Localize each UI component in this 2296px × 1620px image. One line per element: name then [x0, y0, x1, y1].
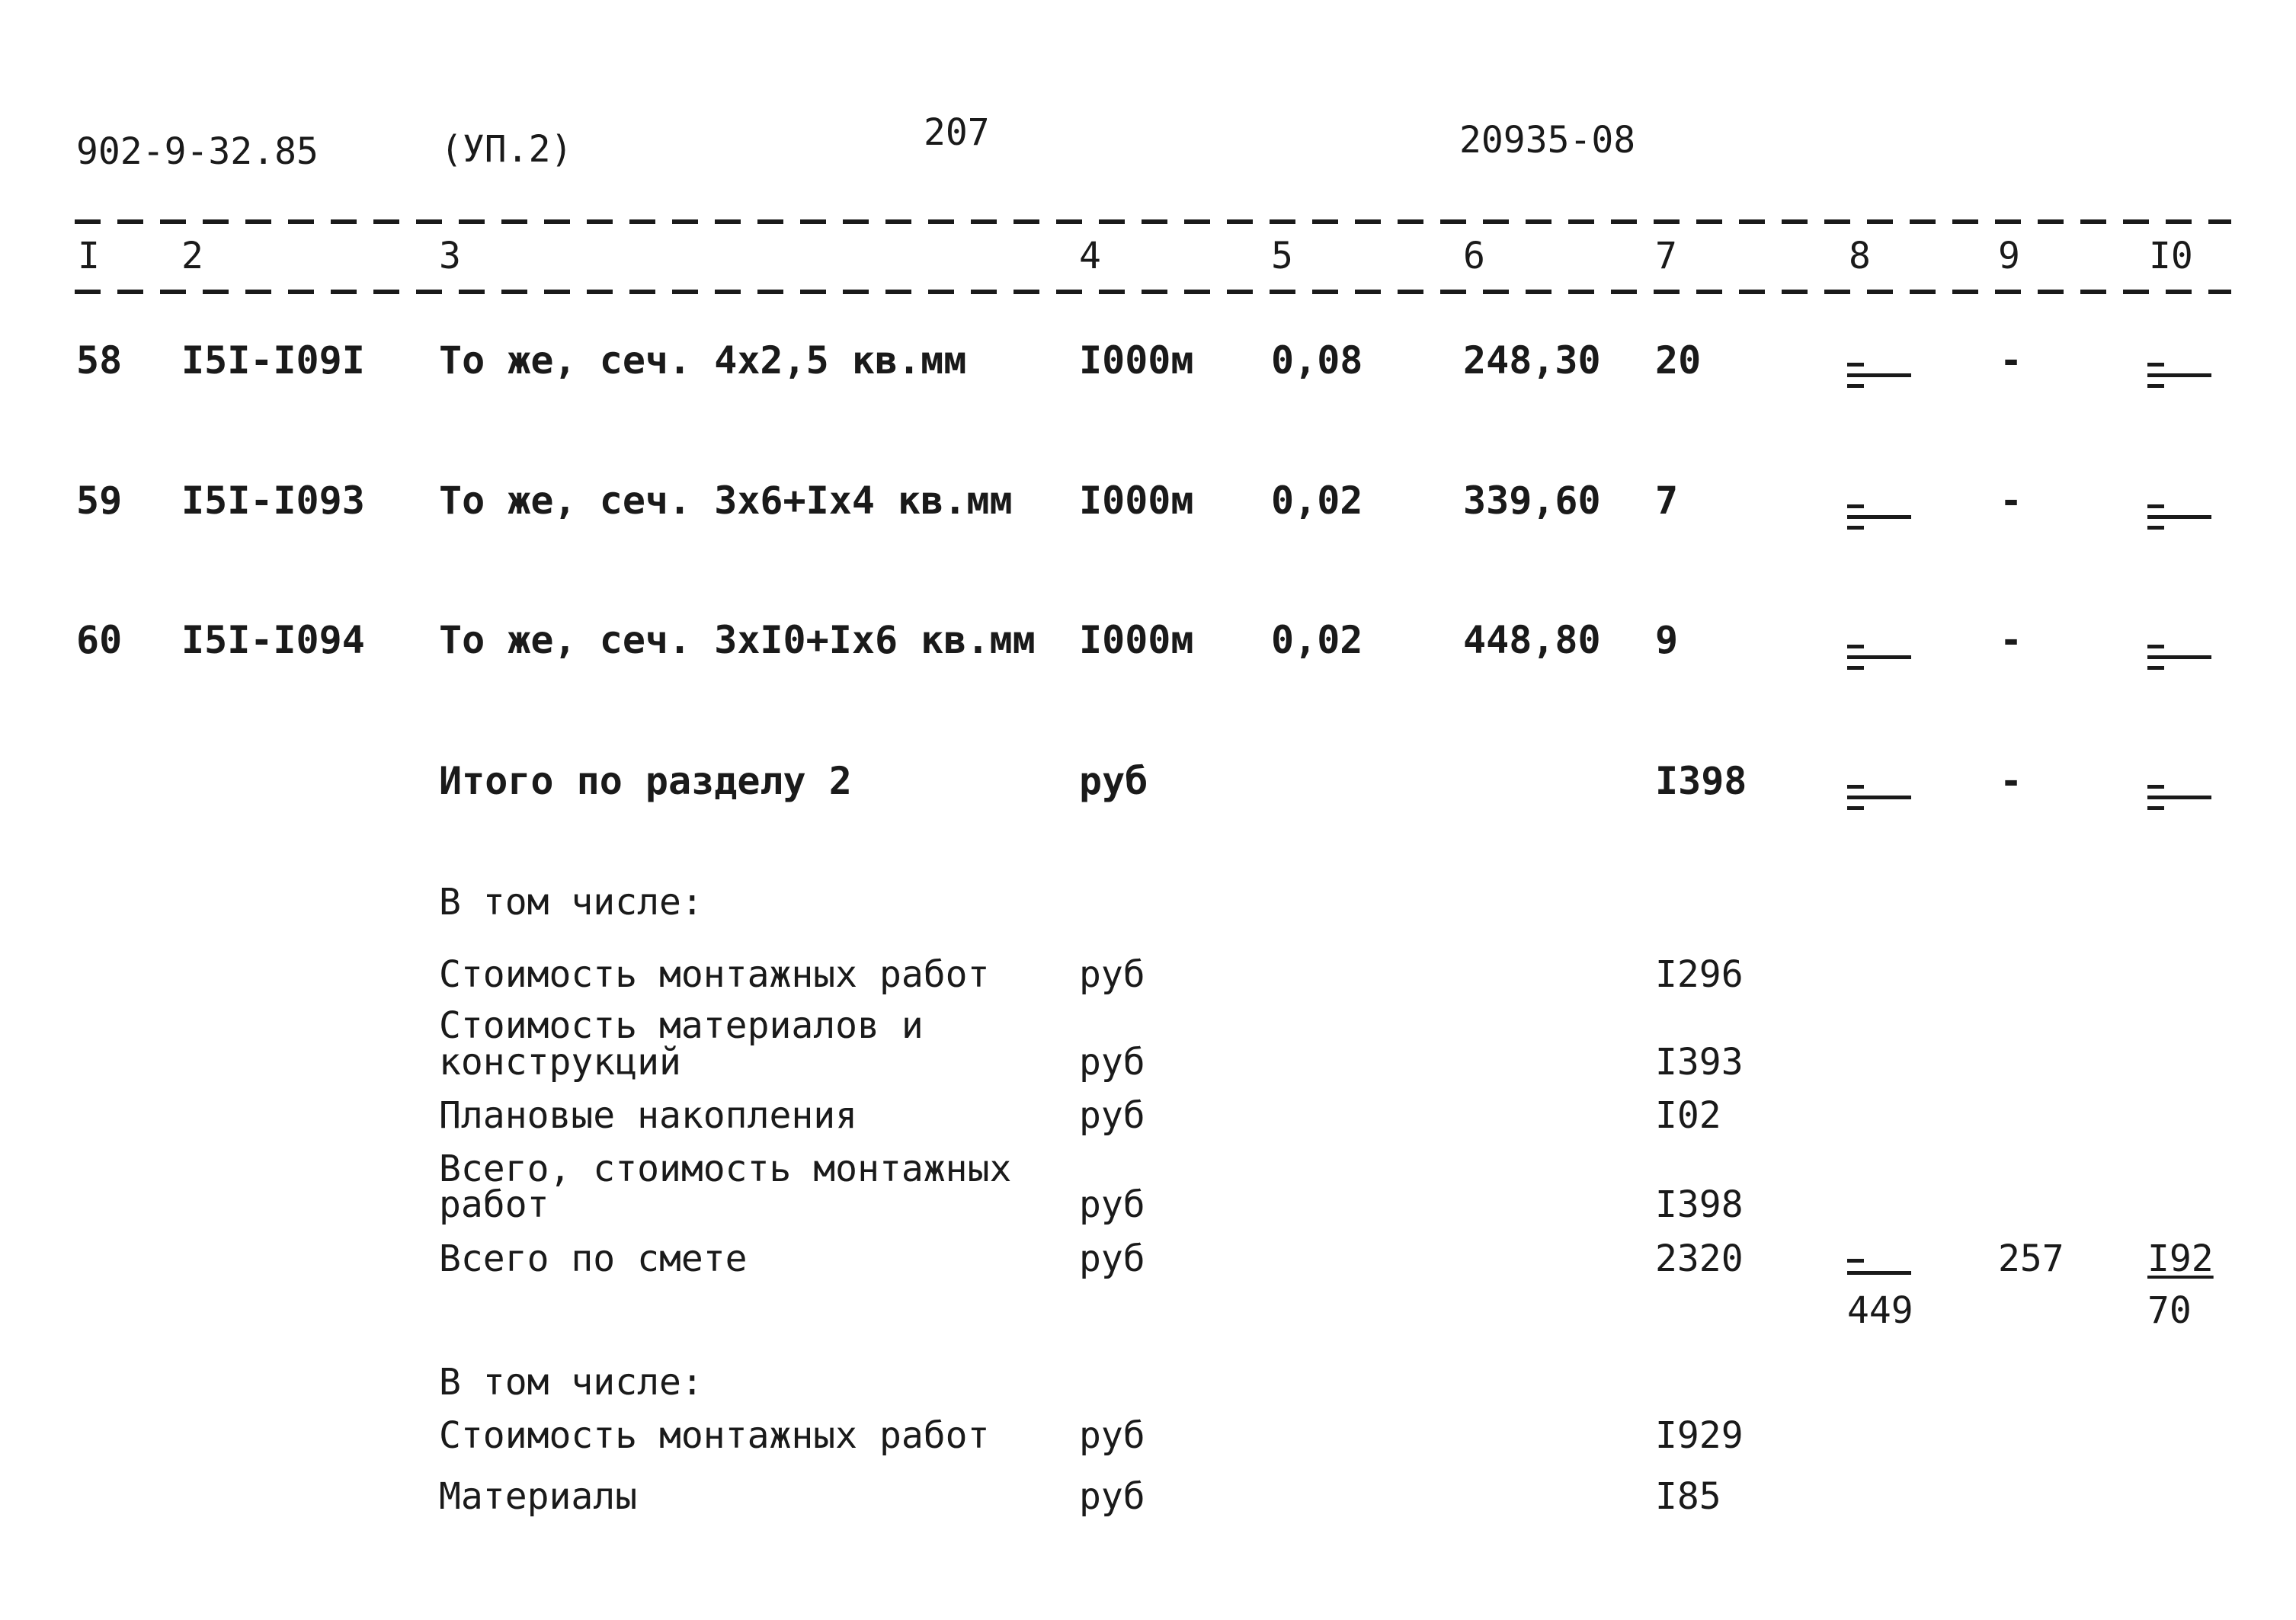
- row-60-description: То же, сеч. 3хI0+Iх6 кв.мм: [439, 618, 1036, 662]
- row-59-quantity: 0,02: [1271, 479, 1363, 523]
- breakdown-4-label-line1: Всего, стоимость монтажных: [439, 1148, 1012, 1190]
- col-header-7: 7: [1655, 235, 1677, 277]
- row-58-number: 58: [76, 338, 123, 383]
- page-number: 207: [924, 111, 990, 154]
- col-header-1: I: [78, 235, 100, 277]
- row-58-unit: I000м: [1079, 338, 1194, 383]
- col-header-4: 4: [1079, 235, 1101, 277]
- breakdown-5-unit: руб: [1079, 1414, 1145, 1457]
- row-58-unit-price: 248,30: [1463, 338, 1601, 383]
- row-60-col8-ditto-mark: [1847, 637, 1916, 675]
- section-total-col8-ditto-mark: [1847, 777, 1916, 815]
- row-58-col8-ditto-mark: [1847, 355, 1916, 393]
- row-59-unit-price: 339,60: [1463, 479, 1601, 523]
- section-total-value: I398: [1655, 759, 1747, 803]
- breakdown-4-label-line2: работ: [439, 1183, 549, 1226]
- row-58-description: То же, сеч. 4х2,5 кв.мм: [439, 338, 967, 383]
- including-heading-1: В том числе:: [439, 881, 703, 924]
- row-59-unit: I000м: [1079, 479, 1194, 523]
- breakdown-3-value: I02: [1655, 1094, 1721, 1137]
- breakdown-4-unit: руб: [1079, 1183, 1145, 1226]
- grand-total-label: Всего по смете: [439, 1237, 748, 1280]
- row-60-number: 60: [76, 618, 123, 662]
- grand-total-col9-value: 257: [1998, 1237, 2064, 1280]
- col-header-9: 9: [1998, 235, 2020, 277]
- row-60-total: 9: [1655, 618, 1679, 662]
- document-code: 902-9-32.85: [76, 130, 319, 173]
- col-header-6: 6: [1463, 235, 1485, 277]
- col-header-2: 2: [181, 235, 203, 277]
- row-59-col8-ditto-mark: [1847, 497, 1916, 535]
- breakdown-2-label-line1: Стоимость материалов и: [439, 1004, 924, 1047]
- col-header-5: 5: [1271, 235, 1293, 277]
- breakdown-4-value: I398: [1655, 1183, 1744, 1226]
- row-58-quantity: 0,08: [1271, 338, 1363, 383]
- breakdown-2-label-line2: конструкций: [439, 1041, 681, 1084]
- inventory-number: 20935-08: [1459, 119, 1636, 162]
- section-total-col9: -: [2000, 759, 2023, 803]
- row-60-unit-price: 448,80: [1463, 618, 1601, 662]
- row-58-col9: -: [2000, 338, 2023, 383]
- col-header-10: I0: [2149, 235, 2193, 277]
- row-59-col9: -: [2000, 479, 2023, 523]
- grand-total-col8-ditto-mark: [1847, 1256, 1916, 1279]
- breakdown-1-unit: руб: [1079, 953, 1145, 996]
- header-rule-top: [75, 219, 2231, 224]
- grand-total-col10-denominator: 70: [2147, 1289, 2192, 1332]
- col-header-3: 3: [439, 235, 461, 277]
- row-60-col9: -: [2000, 618, 2023, 662]
- section-total-col10-ditto-mark: [2147, 777, 2216, 815]
- breakdown-5-label: Стоимость монтажных работ: [439, 1414, 990, 1457]
- grand-total-col10-numerator: I92: [2147, 1237, 2214, 1280]
- row-60-col10-ditto-mark: [2147, 637, 2216, 675]
- section-total-label: Итого по разделу 2: [439, 759, 852, 803]
- breakdown-5-value: I929: [1655, 1414, 1744, 1457]
- grand-total-value: 2320: [1655, 1237, 1744, 1280]
- album-reference: (УП.2): [440, 128, 573, 171]
- row-60-code: I5I-I094: [181, 618, 365, 662]
- grand-total-col8-value: 449: [1847, 1289, 1913, 1332]
- section-total-unit: руб: [1079, 759, 1148, 803]
- breakdown-6-unit: руб: [1079, 1475, 1145, 1518]
- including-heading-2: В том числе:: [439, 1361, 703, 1404]
- row-59-code: I5I-I093: [181, 479, 365, 523]
- breakdown-1-label: Стоимость монтажных работ: [439, 953, 990, 996]
- row-59-col10-ditto-mark: [2147, 497, 2216, 535]
- breakdown-2-unit: руб: [1079, 1041, 1145, 1084]
- row-58-total: 20: [1655, 338, 1702, 383]
- col-header-8: 8: [1849, 235, 1871, 277]
- row-59-total: 7: [1655, 479, 1679, 523]
- breakdown-2-value: I393: [1655, 1041, 1744, 1084]
- row-59-number: 59: [76, 479, 123, 523]
- breakdown-6-value: I85: [1655, 1475, 1721, 1518]
- breakdown-3-unit: руб: [1079, 1094, 1145, 1137]
- breakdown-6-label: Материалы: [439, 1475, 638, 1518]
- grand-total-unit: руб: [1079, 1237, 1145, 1280]
- header-rule-bottom: [75, 290, 2231, 294]
- breakdown-3-label: Плановые накопления: [439, 1094, 858, 1137]
- row-59-description: То же, сеч. 3х6+Iх4 кв.мм: [439, 479, 1013, 523]
- row-58-code: I5I-I09I: [181, 338, 365, 383]
- row-58-col10-ditto-mark: [2147, 355, 2216, 393]
- row-60-unit: I000м: [1079, 618, 1194, 662]
- breakdown-1-value: I296: [1655, 953, 1744, 996]
- row-60-quantity: 0,02: [1271, 618, 1363, 662]
